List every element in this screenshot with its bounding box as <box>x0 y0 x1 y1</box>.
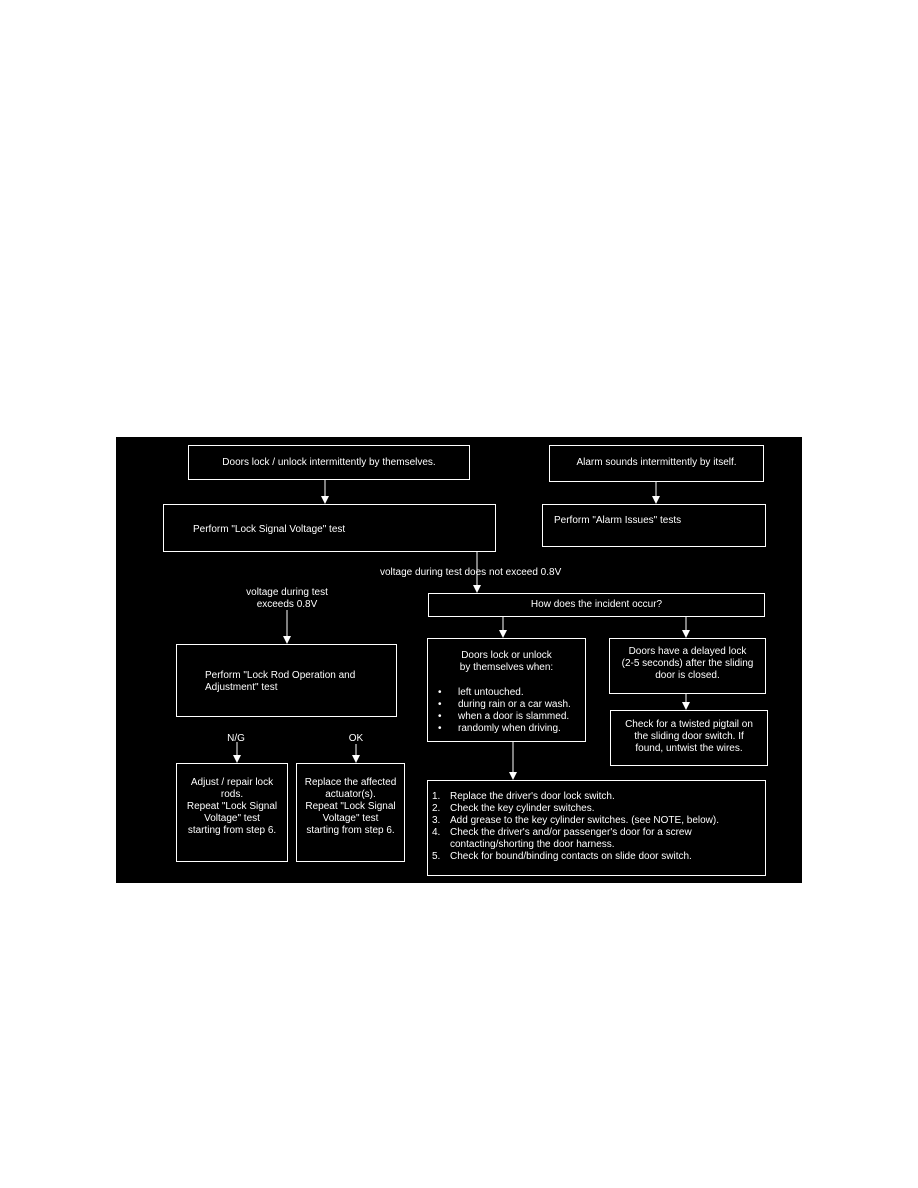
delayed-lock-box <box>609 638 766 694</box>
exceeds-label-line: voltage during test <box>246 587 328 598</box>
step-text: Check the key cylinder switches. <box>450 803 595 814</box>
list-item: • randomly when driving. <box>436 723 585 735</box>
step-number: 3. <box>432 815 441 826</box>
lock-signal-test-box <box>163 504 496 552</box>
replace-actuator-box <box>296 763 405 862</box>
replace-actuator-line: Repeat "Lock Signal <box>305 801 396 812</box>
step-number: 2. <box>432 803 441 814</box>
exceeds-label <box>221 587 353 611</box>
adjust-repair-line: starting from step 6. <box>187 825 277 836</box>
pigtail-check-line: the sliding door switch. If <box>634 731 744 742</box>
adjust-repair-box <box>176 763 288 862</box>
doors-when-list <box>428 687 585 735</box>
adjust-repair-line: Adjust / repair lock <box>190 777 274 788</box>
doors-symptom-text: Doors lock / unlock intermittently by themselves. <box>222 457 436 468</box>
list-item: • when a door is slammed. <box>436 711 585 723</box>
step-text: Replace the driver's door lock switch. <box>450 791 615 802</box>
pigtail-check-line: found, untwist the wires. <box>635 743 743 754</box>
exceeds-label-line: exceeds 0.8V <box>256 599 318 610</box>
lock-rod-test-line: Perform "Lock Rod Operation and <box>205 670 356 681</box>
incident-question-text: How does the incident occur? <box>530 599 663 610</box>
ng-label: N/G <box>227 733 245 744</box>
adjust-repair-line: Repeat "Lock Signal <box>186 801 278 812</box>
pigtail-check-box <box>610 710 768 766</box>
not-exceed-label: voltage during test does not exceed 0.8V <box>380 567 562 578</box>
step-number: 1. <box>432 791 441 802</box>
adjust-repair-line: rods. <box>220 789 244 800</box>
lock-rod-test-box <box>176 644 397 717</box>
step-number: 4. <box>432 827 441 838</box>
replace-actuator-line: Replace the affected <box>304 777 397 788</box>
list-item <box>432 851 759 863</box>
doors-when-title <box>428 650 585 674</box>
doors-when-title-line: by themselves when: <box>459 662 554 673</box>
lock-signal-test-text: Perform "Lock Signal Voltage" test <box>193 524 346 535</box>
incident-question-box <box>428 593 765 617</box>
ok-label: OK <box>348 733 364 744</box>
doors-when-box <box>427 638 586 742</box>
doors-symptom-box <box>188 445 470 480</box>
list-item <box>432 803 759 815</box>
replace-actuator-line: actuator(s). <box>325 789 376 800</box>
alarm-tests-text: Perform "Alarm Issues" tests <box>554 515 682 526</box>
remedy-steps-list <box>432 791 759 863</box>
remedy-steps-box <box>427 780 766 876</box>
delayed-lock-line: Doors have a delayed lock <box>628 646 747 657</box>
step-text: Check for bound/binding contacts on slide door switch. <box>450 851 692 862</box>
alarm-symptom-box <box>549 445 764 482</box>
delayed-lock-line: (2-5 seconds) after the sliding <box>621 658 754 669</box>
alarm-tests-box <box>542 504 766 547</box>
list-item <box>432 791 759 803</box>
list-item: • during rain or a car wash. <box>436 699 585 711</box>
alarm-symptom-text: Alarm sounds intermittently by itself. <box>576 457 737 468</box>
list-item: • left untouched. <box>436 687 585 699</box>
list-item <box>432 827 759 851</box>
delayed-lock-line: door is closed. <box>655 670 720 681</box>
replace-actuator-line: starting from step 6. <box>306 825 395 836</box>
pigtail-check-line: Check for a twisted pigtail on <box>625 719 753 730</box>
step-text: Check the driver's and/or passenger's door for a screw contacting/shorting the door harness. <box>450 827 692 850</box>
replace-actuator-line: Voltage" test <box>322 813 379 824</box>
step-number: 5. <box>432 851 441 862</box>
flowchart-diagram <box>116 437 802 883</box>
step-text: Add grease to the key cylinder switches. (see NOTE, below). <box>450 815 720 826</box>
doors-when-title-line: Doors lock or unlock <box>461 650 552 661</box>
lock-rod-test-line: Adjustment" test <box>205 682 278 693</box>
adjust-repair-line: Voltage" test <box>204 813 260 824</box>
list-item <box>432 815 759 827</box>
